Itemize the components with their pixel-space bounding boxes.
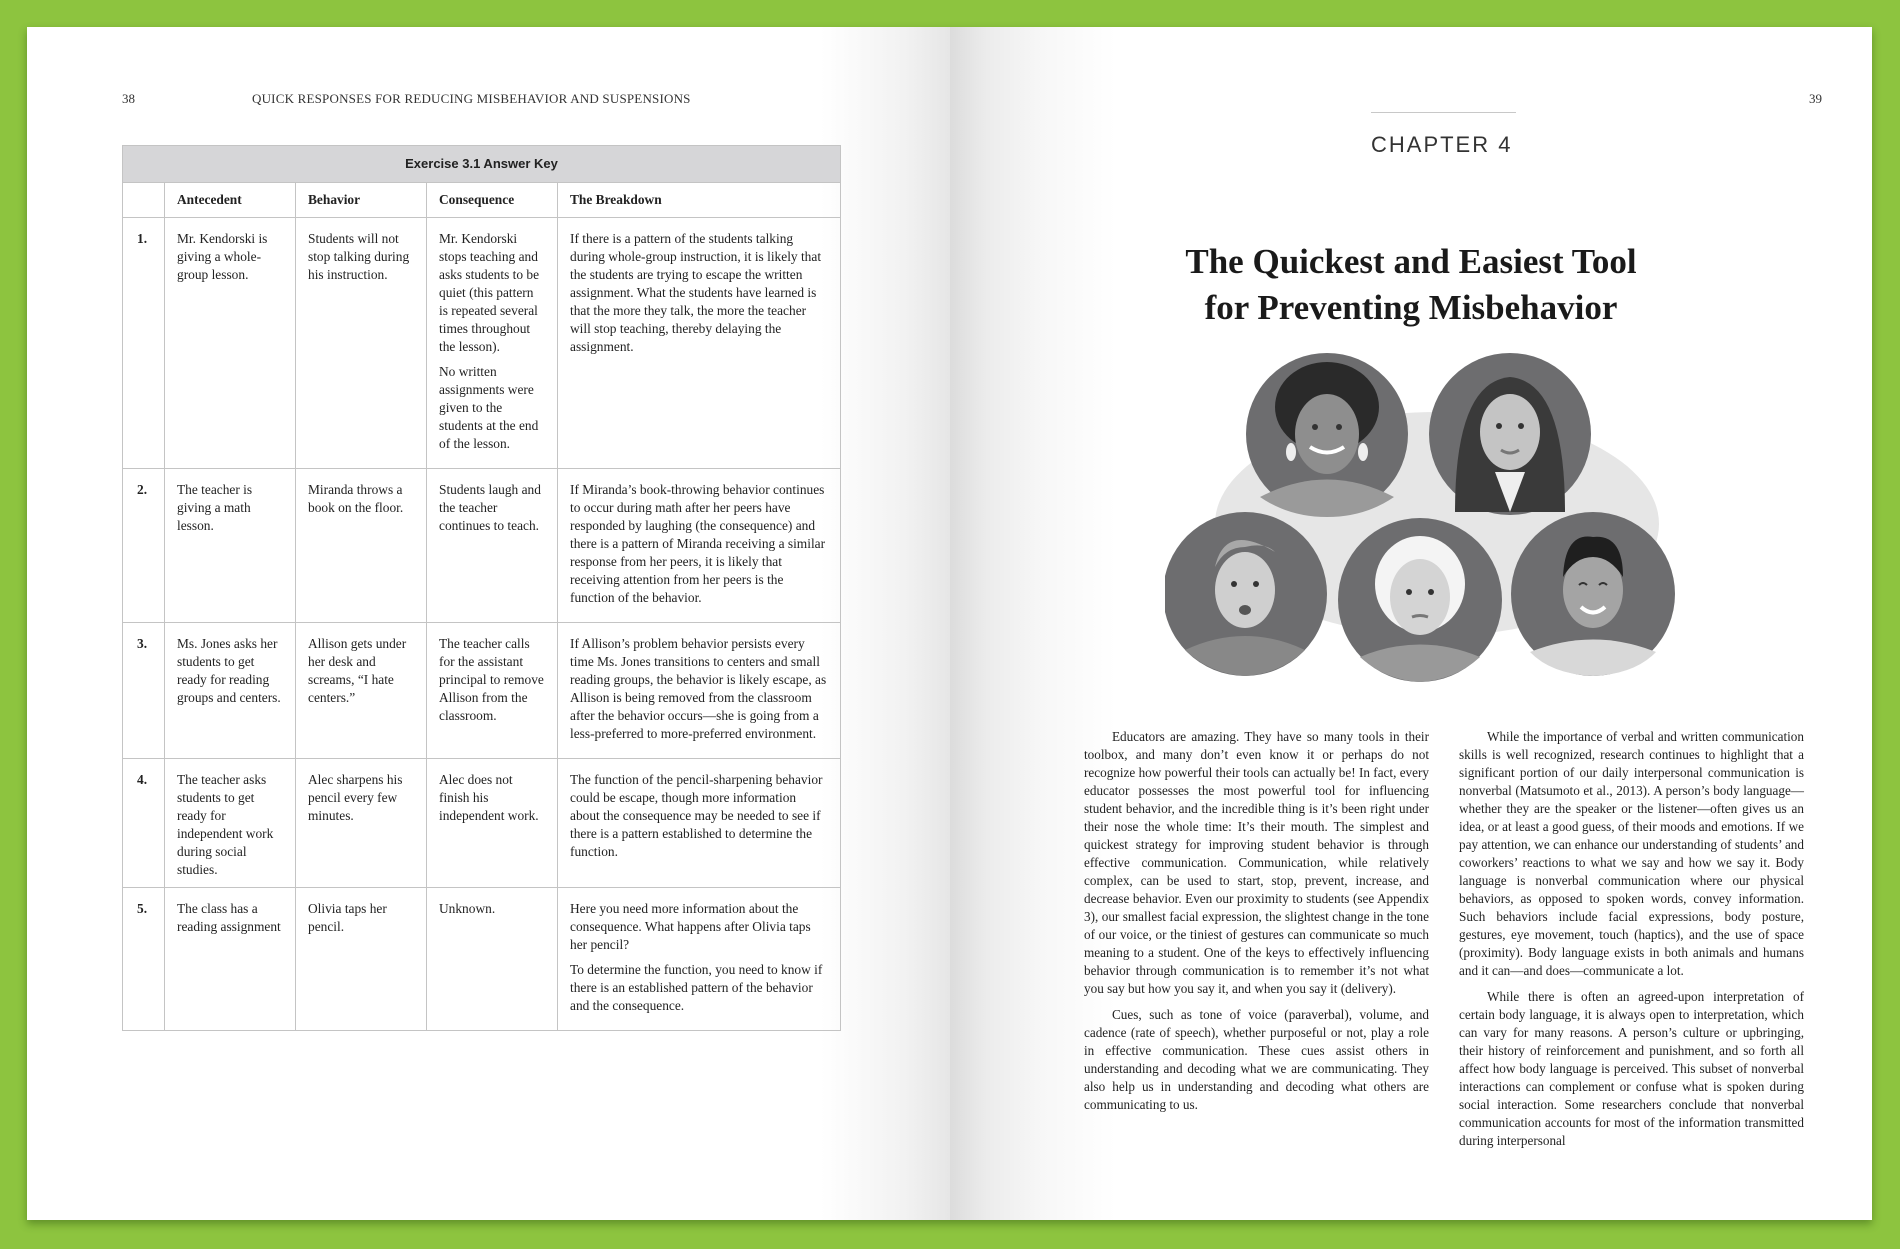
left-page [27,27,950,1220]
answer-key-table [122,145,841,1031]
cell-consequence [427,759,558,888]
cell-behavior: Students will not stop talking during his instruction. [296,218,427,469]
consequence-paragraph: Unknown. [439,901,496,916]
breakdown-paragraph: The function of the pencil-sharpening behavior could be escape, though more information about the consequence may be needed to see if there is a pattern established to determine the function. [570,772,823,859]
cell-antecedent: The teacher is giving a math lesson. [165,469,296,623]
header-breakdown: The Breakdown [558,183,841,218]
chapter-title-line-2: for Preventing Misbehavior [1204,288,1618,327]
paragraph: While there is often an agreed-upon interpretation of certain body language, it is always open to interpretation, which can vary for many reasons. A person’s culture or upbringing, their history of reinforcement and punishment, and so forth all affect how body language is perceived. This subset of nonverbal interactions can complement or confuse what is spoken during social interaction. Some researchers conclude that nonverbal communication accounts for most of the information transmitted during interpersonal [1459,989,1804,1148]
body-column-1 [1084,728,1429,1122]
consequence-paragraph: Mr. Kendorski stops teaching and asks students to be quiet (this pattern is repeated several times throughout the lesson). [439,231,540,354]
breakdown-paragraph: If there is a pattern of the students talking during whole-group instruction, it is likely that the students are trying to escape the written assignment. What the students have learned is that the more they talk, the more the teacher will stop teaching, thereby delaying the assignment. [570,231,822,354]
row-number: 1. [123,218,165,469]
portrait-elderly-woman-icon [1338,518,1502,682]
header-consequence: Consequence [427,183,558,218]
consequence-paragraph: Alec does not finish his independent work. [439,772,539,823]
breakdown-paragraph: To determine the function, you need to know if there is an established pattern of the behavior and the consequence. [570,962,823,1013]
chapter-rule-divider [1371,112,1516,113]
row-number: 3. [123,623,165,759]
paragraph: Educators are amazing. They have so many tools in their toolbox, and many don’t even know it or perhaps do not recognize how powerful their tools can actually be! In fact, every educator possesses the most powerful tool for influencing student behavior, and the incredible thing is it’s been right under their nose the whole time: It’s their mouth. The simplest and quickest strategy for improving student behavior is through effective communication. Communication, while relatively complex, can be used to start, stop, prevent, increase, and decrease behavior. Even our proximity to students (see Appendix 3), our smallest facial expression, the slightest change in the tone of our voice, or the tiniest of gestures can communicate so much meaning to a student. One of the keys to effectively influencing behavior through communication is to remember it’s not what you say but how you say it, and when you say it (delivery). [1084,729,1429,996]
cell-antecedent: The teacher asks students to get ready for independent work during social studies. [165,759,296,888]
breakdown-paragraph: If Miranda’s book-throwing behavior continues to occur during math after her peers have responded by laughing (the consequence) and there is a pattern of Miranda receiving a similar response from her peers, it is likely that receiving attention from her peers is the function of the behavior. [570,482,826,605]
consequence-paragraph: Students laugh and the teacher continues to teach. [439,482,541,533]
cell-consequence [427,218,558,469]
breakdown-paragraph: Here you need more information about the consequence. What happens after Olivia taps her pencil? [570,901,811,952]
row-number: 5. [123,888,165,1031]
cell-consequence [427,888,558,1031]
table-row [123,469,841,623]
portrait-young-man-icon [1165,512,1327,676]
cell-breakdown [558,759,841,888]
cell-antecedent: Mr. Kendorski is giving a whole-group lesson. [165,218,296,469]
table-row [123,759,841,888]
consequence-paragraph: The teacher calls for the assistant principal to remove Allison from the classroom. [439,636,544,723]
book-spread [27,27,1872,1220]
portrait-smiling-man-icon [1511,512,1675,676]
table-caption: Exercise 3.1 Answer Key [123,146,841,183]
paragraph: Cues, such as tone of voice (paraverbal), volume, and cadence (rate of speech), whether purposeful or not, play a role in effective communication. These cues assist others in understanding and decoding what we are communicating. They also help us in understanding and decoding what others are communicating to us. [1084,1007,1429,1112]
right-page [950,27,1872,1220]
table-header-row [123,183,841,218]
cell-breakdown [558,623,841,759]
running-head: QUICK RESPONSES FOR REDUCING MISBEHAVIOR AND SUSPENSIONS [252,91,691,106]
page-number-right: 39 [1809,91,1822,106]
page-number-left: 38 [122,91,135,106]
row-number: 2. [123,469,165,623]
cell-consequence [427,469,558,623]
table-row [123,888,841,1031]
cell-breakdown [558,469,841,623]
chapter-title [950,239,1872,331]
people-portraits-illustration [1165,352,1705,682]
header-antecedent: Antecedent [165,183,296,218]
cell-antecedent: Ms. Jones asks her students to get ready for reading groups and centers. [165,623,296,759]
portrait-woman-curly-hair-icon [1246,353,1408,517]
header-number [123,183,165,218]
cell-behavior: Olivia taps her pencil. [296,888,427,1031]
cell-breakdown [558,888,841,1031]
portrait-woman-long-hair-icon [1429,353,1591,515]
paragraph: While the importance of verbal and written communication skills is well recognized, research continues to highlight that a significant portion of our daily interpersonal communication is nonverbal (Matsumoto et al., 2013). A person’s body language—whether they are the speaker or the listener—often gives us an idea, or at least a good guess, of their moods and emotions. If we pay attention, we can enhance our understanding of students’ and coworkers’ reactions to what we say and how we say it. Body language is nonverbal communication where our physical behaviors, as opposed to spoken words, convey information. Such behaviors include facial expressions, body posture, gestures, eye movement, touch (haptics), and the use of space (proximity). Body language exists in both animals and humans and it can—and does—communicate a lot. [1459,729,1804,978]
cell-consequence [427,623,558,759]
row-number: 4. [123,759,165,888]
table-row [123,623,841,759]
cell-behavior: Allison gets under her desk and screams, “I hate centers.” [296,623,427,759]
cell-breakdown [558,218,841,469]
header-behavior: Behavior [296,183,427,218]
cell-behavior: Miranda throws a book on the floor. [296,469,427,623]
chapter-label: CHAPTER 4 [1371,132,1513,157]
table-row [123,218,841,469]
breakdown-paragraph: If Allison’s problem behavior persists every time Ms. Jones transitions to centers and small reading groups, the behavior is likely escape, as Allison is being removed from the classroom after the behavior occurs—she is going from a less-preferred to more-preferred environment. [570,636,827,741]
chapter-title-line-1: The Quickest and Easiest Tool [1185,242,1637,281]
consequence-paragraph: No written assignments were given to the students at the end of the lesson. [439,364,539,451]
cell-behavior: Alec sharpens his pencil every few minutes. [296,759,427,888]
body-column-2 [1459,728,1804,1158]
cell-antecedent: The class has a reading assignment [165,888,296,1031]
